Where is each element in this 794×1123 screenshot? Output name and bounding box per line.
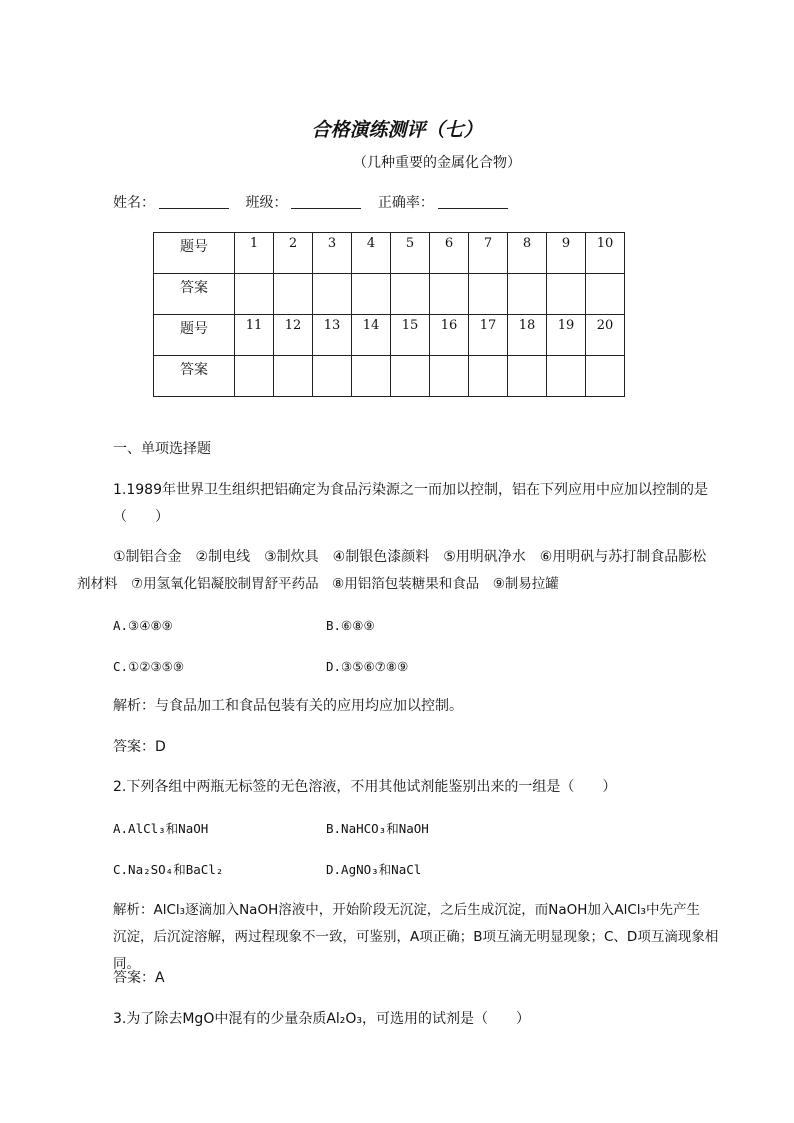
class-field bbox=[245, 192, 361, 212]
student-info-row bbox=[113, 192, 520, 212]
answer-cell[interactable] bbox=[235, 274, 274, 315]
answer-cell[interactable] bbox=[586, 356, 625, 397]
question-number-cell: 17 bbox=[469, 315, 508, 356]
question-1-stem-line: （ ） bbox=[113, 509, 169, 525]
answer-cell[interactable] bbox=[391, 274, 430, 315]
accuracy-label: 正确率： bbox=[377, 195, 434, 211]
question-1-options-ab bbox=[113, 612, 723, 640]
class-label: 班级： bbox=[245, 195, 288, 211]
answer-cell[interactable] bbox=[391, 356, 430, 397]
option-d[interactable]: D.③⑤⑥⑦⑧⑨ bbox=[326, 659, 409, 674]
question-1-items-line: ①制铝合金 ②制电线 ③制炊具 ④制银色漆颜料 ⑤用明矾净水 ⑥用明矾与苏打制食品膨松 bbox=[113, 549, 707, 565]
answer-cell[interactable] bbox=[430, 274, 469, 315]
option-a[interactable]: A.AlCl₃和NaOH bbox=[113, 821, 209, 836]
answer-table bbox=[153, 232, 625, 397]
table-row bbox=[154, 274, 625, 315]
answer-cell[interactable] bbox=[508, 274, 547, 315]
answer-cell[interactable] bbox=[547, 274, 586, 315]
question-1-items bbox=[77, 544, 733, 598]
question-number-cell: 15 bbox=[391, 315, 430, 356]
answer-cell[interactable] bbox=[313, 274, 352, 315]
question-number-header: 题号 bbox=[154, 315, 235, 356]
question-number-cell: 18 bbox=[508, 315, 547, 356]
answer-cell[interactable] bbox=[274, 274, 313, 315]
question-2-analysis-line: 解析：AlCl₃逐滴加入NaOH溶液中，开始阶段无沉淀，之后生成沉淀，而NaOH加入AlCl₃中先产生 bbox=[113, 902, 700, 918]
table-row bbox=[154, 356, 625, 397]
question-1-options-cd bbox=[113, 653, 723, 681]
section-heading: 一、单项选择题 bbox=[113, 441, 211, 457]
accuracy-field bbox=[378, 192, 508, 212]
question-number-cell: 1 bbox=[235, 233, 274, 274]
table-row bbox=[154, 315, 625, 356]
option-c[interactable]: C.①②③⑤⑨ bbox=[113, 659, 185, 674]
answer-cell[interactable] bbox=[352, 274, 391, 315]
question-number-cell: 10 bbox=[586, 233, 625, 274]
class-blank[interactable] bbox=[291, 194, 361, 209]
question-number-header: 题号 bbox=[154, 233, 235, 274]
answer-cell[interactable] bbox=[313, 356, 352, 397]
answer-cell[interactable] bbox=[586, 274, 625, 315]
option-b[interactable]: B.NaHCO₃和NaOH bbox=[326, 821, 429, 836]
question-number-cell: 13 bbox=[313, 315, 352, 356]
answer-cell[interactable] bbox=[469, 274, 508, 315]
name-field bbox=[113, 192, 229, 212]
option-d[interactable]: D.AgNO₃和NaCl bbox=[326, 862, 422, 877]
question-number-cell: 14 bbox=[352, 315, 391, 356]
option-c[interactable]: C.Na₂SO₄和BaCl₂ bbox=[113, 862, 224, 877]
table-row bbox=[154, 233, 625, 274]
question-1-answer: 答案：D bbox=[113, 739, 166, 755]
question-1-stem bbox=[113, 477, 733, 531]
option-b[interactable]: B.⑥⑧⑨ bbox=[326, 618, 375, 633]
question-1-stem-line: 1.1989年世界卫生组织把铝确定为食品污染源之一而加以控制，铝在下列应用中应加以控制的是 bbox=[113, 482, 708, 498]
question-2-options-cd bbox=[113, 856, 723, 884]
option-a[interactable]: A.③④⑧⑨ bbox=[113, 618, 173, 633]
question-number-cell: 3 bbox=[313, 233, 352, 274]
question-2-answer: 答案：A bbox=[113, 970, 165, 986]
question-number-cell: 6 bbox=[430, 233, 469, 274]
name-label: 姓名： bbox=[113, 195, 155, 211]
question-number-cell: 11 bbox=[235, 315, 274, 356]
answer-cell[interactable] bbox=[235, 356, 274, 397]
page-title: 合格演练测评（七） bbox=[311, 119, 483, 141]
question-number-cell: 2 bbox=[274, 233, 313, 274]
question-number-cell: 20 bbox=[586, 315, 625, 356]
question-3-stem: 3.为了除去MgO中混有的少量杂质Al₂O₃，可选用的试剂是（ ） bbox=[113, 1011, 531, 1027]
answer-cell[interactable] bbox=[430, 356, 469, 397]
question-1-items-line: 剂材料 ⑦用氢氧化铝凝胶制胃舒平药品 ⑧用铝箔包装糖果和食品 ⑨制易拉罐 bbox=[77, 576, 559, 592]
question-number-cell: 4 bbox=[352, 233, 391, 274]
question-2-stem: 2.下列各组中两瓶无标签的无色溶液，不用其他试剂能鉴别出来的一组是（ ） bbox=[113, 779, 617, 795]
question-2-analysis-line: 沉淀，后沉淀溶解，两过程现象不一致，可鉴别，A项正确；B项互滴无明显现象；C、D项互滴现象相同。 bbox=[113, 929, 719, 972]
accuracy-blank[interactable] bbox=[438, 194, 508, 209]
answer-cell[interactable] bbox=[469, 356, 508, 397]
answer-cell[interactable] bbox=[352, 356, 391, 397]
question-number-cell: 16 bbox=[430, 315, 469, 356]
answer-cell[interactable] bbox=[508, 356, 547, 397]
question-number-cell: 19 bbox=[547, 315, 586, 356]
question-number-cell: 7 bbox=[469, 233, 508, 274]
name-blank[interactable] bbox=[159, 194, 229, 209]
answer-header: 答案 bbox=[154, 356, 235, 397]
answer-header: 答案 bbox=[154, 274, 235, 315]
question-number-cell: 8 bbox=[508, 233, 547, 274]
answer-cell[interactable] bbox=[547, 356, 586, 397]
question-number-cell: 12 bbox=[274, 315, 313, 356]
question-number-cell: 5 bbox=[391, 233, 430, 274]
page-subtitle: （几种重要的金属化合物） bbox=[353, 155, 521, 171]
question-number-cell: 9 bbox=[547, 233, 586, 274]
question-2-options-ab bbox=[113, 815, 723, 843]
question-1-analysis: 解析：与食品加工和食品包装有关的应用均应加以控制。 bbox=[113, 698, 463, 714]
answer-cell[interactable] bbox=[274, 356, 313, 397]
